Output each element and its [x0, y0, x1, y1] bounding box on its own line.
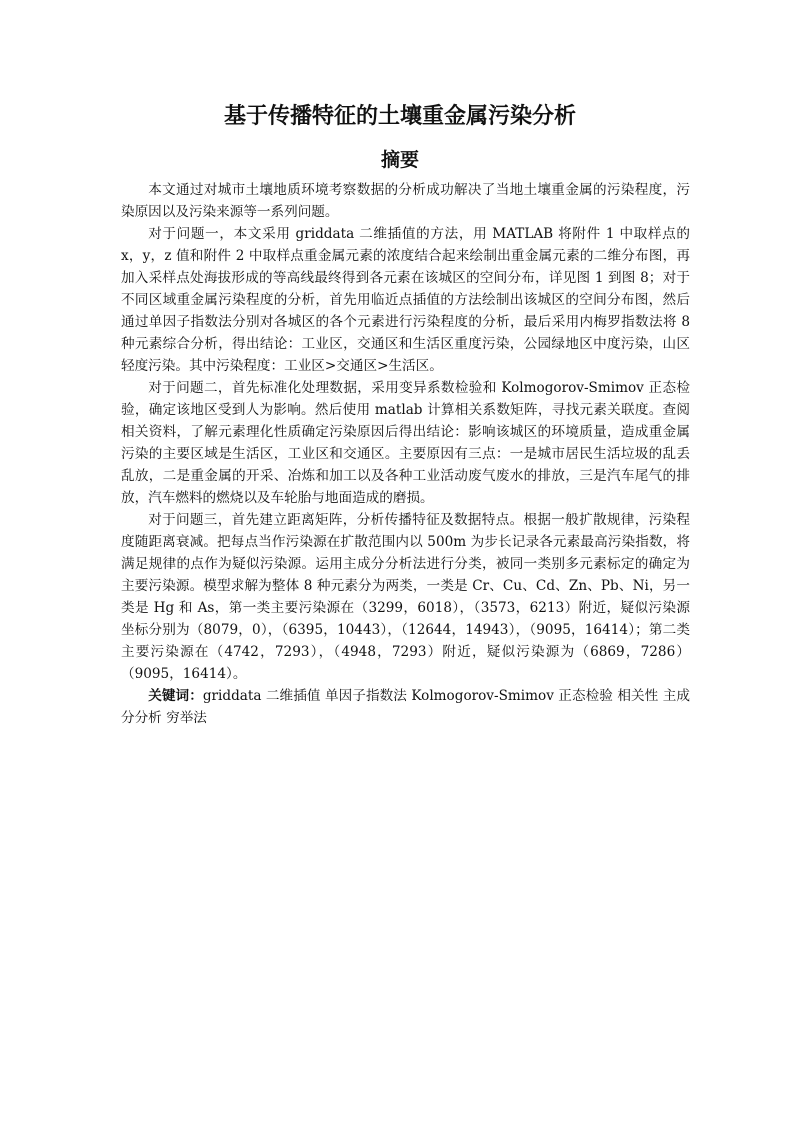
abstract-heading: 摘要: [380, 149, 419, 171]
abstract-paragraph-problem-2: 对于问题二，首先标准化处理数据，采用变异系数检验和 Kolmogorov-Smimov 正态检验，确定该地区受到人为影响。然后使用 matlab 计算相关系数矩阵，寻找元素关联度。查阅相关资料，了解元素理化性质确定污染原因后得出结论：影响该城区的环境质量，造成重金属污染的主要区域是生活区，工业区和交通区。主要原因有三点：一是城市居民生活垃圾的乱丢乱放，二是重金属的开采、冶炼和加工以及各种工业活动废气废水的排放，三是汽车尾气的排放，汽车燃料的燃烧以及车轮胎与地面造成的磨损。: [121, 380, 690, 506]
keywords-text: griddata 二维插值 单因子指数法 Kolmogorov-Smimov 正态检验 相关性 主成分分析 穷举法: [121, 688, 690, 726]
abstract-paragraph-intro: 本文通过对城市土壤地质环境考察数据的分析成功解决了当地土壤重金属的污染程度，污染原因以及污染来源等一系列问题。: [121, 182, 690, 220]
paper-title: 基于传播特征的土壤重金属污染分析: [223, 104, 576, 129]
abstract-body: [121, 179, 690, 729]
keywords-line: [121, 685, 690, 729]
keywords-label: 关键词：: [148, 688, 203, 704]
abstract-paragraph-problem-1: 对于问题一，本文采用 griddata 二维插值的方法，用 MATLAB 将附件 1 中取样点的 x，y，z 值和附件 2 中取样点重金属元素的浓度结合起来绘制出重金属元素的二维分布图，再加入采样点处海拔形成的等高线最终得到各元素在该城区的空间分布，详见图 1 到图 8；对于不同区域重金属污染程度的分析，首先用临近点插值的方法绘制出该城区的空间分布图，然后通过单因子指数法分别对各城区的各个元素进行污染程度的分析，最后采用内梅罗指数法将 8 种元素综合分析，得出结论：工业区，交通区和生活区重度污染，公园绿地区中度污染，山区轻度污染。其中污染程度：工业区>交通区>生活区。: [121, 226, 690, 374]
abstract-paragraph-problem-3: 对于问题三，首先建立距离矩阵，分析传播特征及数据特点。根据一般扩散规律，污染程度随距离衰减。把每点当作污染源在扩散范围内以 500m 为步长记录各元素最高污染指数，将满足规律的点作为疑似污染源。运用主成分分析法进行分类，被同一类别多元素标定的确定为主要污染源。模型求解为整体 8 种元素分为两类，一类是 Cr、Cu、Cd、Zn、Pb、Ni，另一类是 Hg 和 As，第一类主要污染源在（3299，6018），（3573，6213）附近，疑似污染源坐标分别为（8079，0），（6395，10443），（12644，14943），（9095，16414）；第二类主要污染源在（4742，7293），（4948，7293）附近，疑似污染源为（6869，7286）（9095，16414）。: [121, 512, 690, 682]
